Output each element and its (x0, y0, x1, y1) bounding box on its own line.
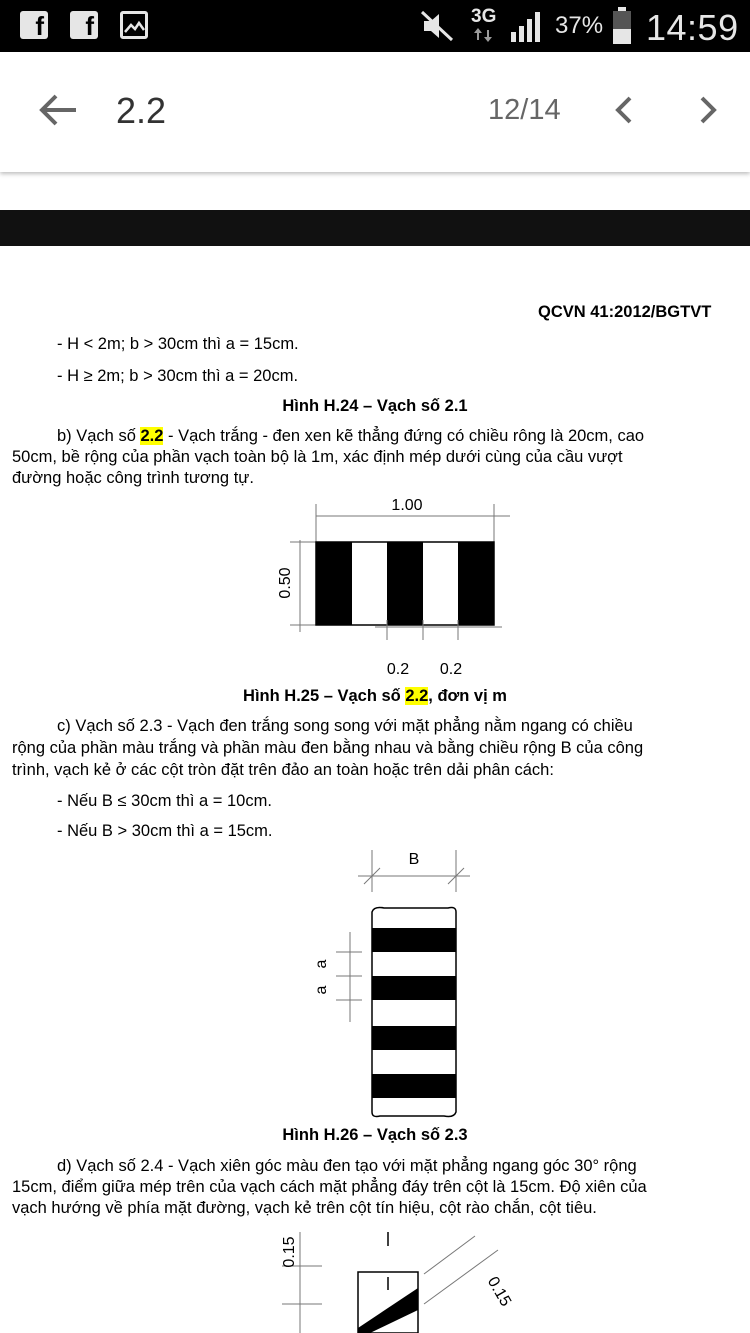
list-item: - Nếu B > 30cm thì a = 15cm. (57, 822, 273, 840)
chevron-right-icon (680, 82, 736, 138)
match-counter: 12/14 (488, 94, 561, 126)
paragraph-d-line: vạch hướng về phía mặt đường, vạch kẻ trên cột tín hiệu, cột rào chắn, cột tiêu. (12, 1199, 597, 1217)
facebook-icon: f (20, 11, 48, 39)
signal-icon (509, 8, 549, 44)
clock: 14:59 (646, 7, 739, 48)
gallery-icon (120, 11, 148, 39)
battery-icon (611, 7, 633, 45)
spacing-label: a (313, 959, 330, 969)
paragraph-d-line: 15cm, điểm giữa mép trên của vạch cách mặt phẳng đáy trên cột là 15cm. Độ xiên của (12, 1178, 647, 1196)
column-width-label: B (408, 851, 420, 868)
paragraph-c-line: trình, vạch kẻ ở các cột tròn đặt trên đảo an toàn hoặc trên dải phân cách: (12, 761, 554, 779)
battery-percent: 37% (555, 12, 604, 39)
document-header-code: QCVN 41:2012/BGTVT (538, 303, 712, 321)
stripe-width-label: 0.2 (386, 661, 410, 678)
dimension-label: 0.15 (281, 1236, 298, 1268)
page-separator (0, 210, 750, 246)
width-dimension-label: 1.00 (391, 497, 423, 514)
paragraph-c-line: c) Vạch số 2.3 - Vạch đen trắng song song với mặt phẳng nằm ngang có chiều (57, 717, 633, 735)
data-arrows-icon (473, 28, 495, 42)
figure-h27 (270, 1222, 530, 1333)
figure-h26 (310, 842, 480, 1124)
paragraph-b-line: b) Vạch số 2.2 - Vạch trắng - đen xen kẽ thẳng đứng có chiều rông là 20cm, cao (57, 427, 645, 445)
list-item: - H < 2m; b > 30cm thì a = 15cm. (57, 335, 299, 353)
figure-h25 (270, 490, 520, 680)
search-highlight: 2.2 (405, 687, 429, 705)
list-item: - Nếu B ≤ 30cm thì a = 10cm. (57, 792, 272, 810)
paragraph-b-line: đường hoặc công trình tương tự. (12, 469, 254, 487)
search-highlight: 2.2 (140, 427, 164, 445)
paragraph-d-line: d) Vạch số 2.4 - Vạch xiên góc màu đen tạo với mặt phẳng ngang góc 30° rộng (57, 1157, 637, 1175)
back-button[interactable] (32, 82, 88, 138)
chevron-left-icon (596, 82, 652, 138)
figure-caption-h24: Hình H.24 – Vạch số 2.1 (282, 397, 468, 415)
network-type: 3G (471, 6, 497, 27)
figure-caption-h26: Hình H.26 – Vạch số 2.3 (282, 1126, 468, 1144)
next-match-button[interactable] (680, 82, 736, 138)
list-item: - H ≥ 2m; b > 30cm thì a = 20cm. (57, 367, 299, 385)
search-query-title: 2.2 (116, 90, 167, 131)
mute-icon (420, 10, 454, 42)
status-bar (0, 0, 750, 52)
stripe-width-label: 0.2 (439, 661, 463, 678)
previous-match-button[interactable] (596, 82, 652, 138)
dimension-label: 0.15 (483, 1274, 515, 1310)
app-toolbar (0, 52, 750, 172)
height-dimension-label: 0.50 (277, 567, 294, 599)
paragraph-c-line: rộng của phần màu trắng và phần màu đen bằng nhau và bằng chiều rộng B của công (12, 739, 644, 757)
figure-caption-h25: Hình H.25 – Vạch số 2.2, đơn vị m (243, 687, 507, 705)
back-arrow-icon (32, 82, 88, 138)
facebook-icon: f (70, 11, 98, 39)
paragraph-b-line: 50cm, bề rộng của phần vạch toàn bộ là 1m, xác định mép dưới cùng của cầu vượt (12, 448, 623, 466)
spacing-label: a (313, 985, 330, 995)
